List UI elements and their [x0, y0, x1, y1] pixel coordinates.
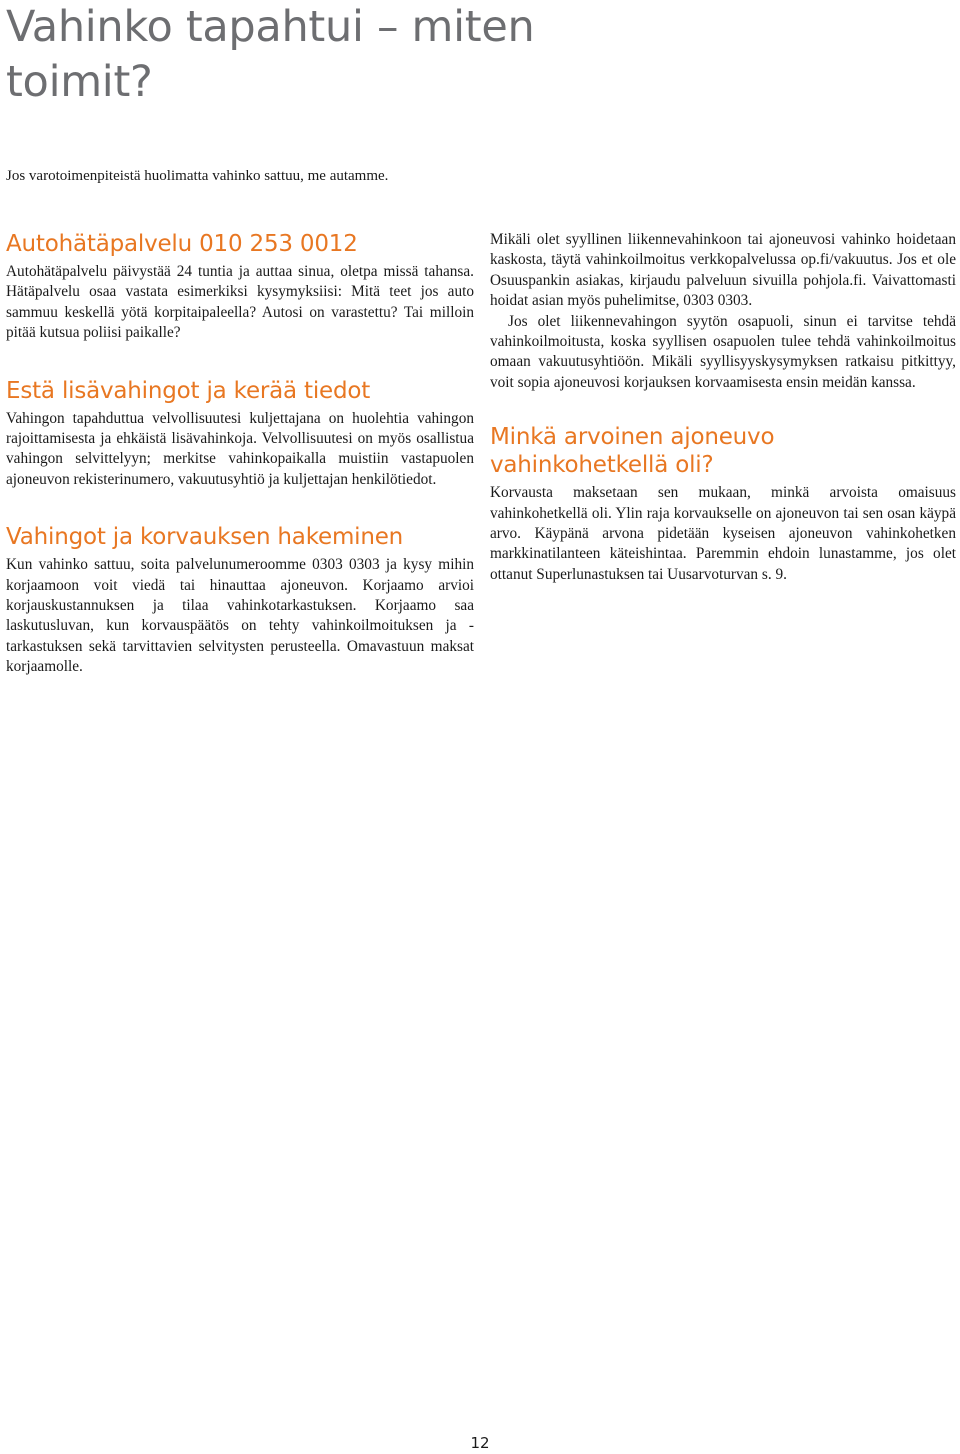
section-heading-emergency-service: Autohätäpalvelu 010 253 0012 — [6, 231, 358, 257]
section-heading-claims: Vahingot ja korvauksen hakeminen — [6, 524, 404, 551]
right-column — [490, 230, 956, 585]
page-title: Vahinko tapahtui – miten toimit? — [6, 2, 535, 107]
section-body-claims: Kun vahinko sattuu, soita palvelunumeroomme 0303 0303 ja kysy mihin korjaamoon voit viedä tai hinauttaa ajoneuvon. Korjaamo arvioi korjauskustannuksen ja tilaa vahinkotarkastuksen. Korjaamo saa laskutusluvan, kun korvauspäätös on tehty vahinkoilmoituksen ja -tarkastuksen sekä tarvittavien selvitysten perusteella. Omavastuun maksat korjaamolle. — [6, 556, 474, 676]
left-column — [6, 230, 474, 678]
section-body-emergency-service: Autohätäpalvelu päivystää 24 tuntia ja auttaa sinua, oletpa missä tahansa. Hätäpalvelu osaa vastata esimerkiksi kysymyksiisi: Mitä teet jos auto sammuu keskellä yötä korpitaipaleella? Autosi on varastettu? Tai milloin pitää kutsua poliisi paikalle? — [6, 263, 474, 342]
section-body-vehicle-value: Korvausta maksetaan sen mukaan, minkä arvoista omaisuus vahinkohetkellä oli. Ylin raja korvaukselle on ajoneuvon tai sen osan käypä arvo. Käypänä arvona pidetään kyseisen ajoneuvon vahinkohetken markkinatilanteen käteishintaa. Paremmin ehdoin lunastamme, jos olet ottanut Superlunastuksen tai Uusarvoturvan s. 9. — [490, 484, 956, 583]
right-paragraph-innocent-party: Jos olet liikennevahingon syytön osapuoli, sinun ei tarvitse tehdä vahinkoilmoitusta, koska syyllisen osapuolen tulee tehdä vahinkoilmoitus omaan vakuutusyhtiöön. Mikäli syyllisyyskysymyksen ratkaisu pitkittyy, voit sopia ajoneuvosi korjauksen korvaamisesta ensin meidän kanssa. — [490, 312, 956, 391]
intro-text: Jos varotoimenpiteistä huolimatta vahinko sattuu, me autamme. — [6, 168, 389, 184]
page-number: 12 — [470, 1434, 490, 1452]
section-heading-prevent-damage: Estä lisävahingot ja kerää tiedot — [6, 377, 371, 404]
section-heading-vehicle-value: Minkä arvoinen ajoneuvo vahinkohetkellä oli? — [490, 424, 775, 479]
section-body-prevent-damage: Vahingon tapahduttua velvollisuutesi kuljettajana on huolehtia vahingon rajoittamisesta ja ehkäistä lisävahinkoja. Velvollisuutesi on myös osallistua vahingon selvittelyyn; merkitse vahinkopaikalla muistiin vastapuolen ajoneuvon rekisterinumero, vakuutusyhtiö ja kuljettajan henkilötiedot. — [6, 409, 474, 488]
right-paragraph-guilty-party: Mikäli olet syyllinen liikennevahinkoon tai ajoneuvosi vahinko hoidetaan kaskosta, täytä vahinkoilmoitus verkkopalvelussa op.fi/vakuutus. Jos et ole Osuuspankin asiakas, kirjaudu palveluun sivuilla pohjola.fi. Vaivattomasti hoidat asian myös puhelimitse, 0303 0303. — [490, 231, 956, 310]
